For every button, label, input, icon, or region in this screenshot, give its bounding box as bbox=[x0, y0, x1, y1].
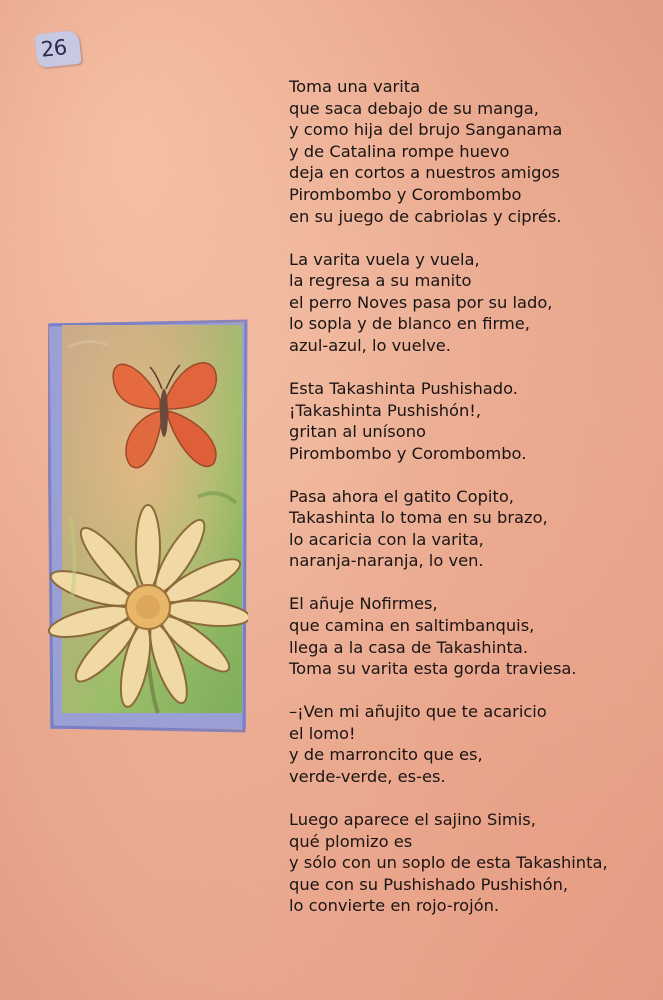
poem-line: que con su Pushishado Pushishón, bbox=[289, 874, 569, 894]
poem-line: Luego aparece el sajino Simis, bbox=[289, 809, 536, 829]
stanza bbox=[289, 701, 649, 787]
poem-line: llega a la casa de Takashinta. bbox=[289, 637, 528, 657]
poem-line: Pirombombo y Corombombo bbox=[289, 184, 522, 204]
stanza bbox=[289, 593, 649, 679]
poem-line: naranja-naranja, lo ven. bbox=[289, 551, 484, 571]
stanza bbox=[289, 76, 649, 227]
poem-line: El añuje Nofirmes, bbox=[289, 594, 438, 614]
poem-line: Esta Takashinta Pushishado. bbox=[289, 378, 518, 398]
poem-line: Pasa ahora el gatito Copito, bbox=[289, 486, 514, 506]
illustration-svg bbox=[48, 317, 248, 734]
stanza bbox=[289, 249, 649, 357]
poem-line: Toma una varita bbox=[289, 77, 421, 96]
poem-line: y sólo con un soplo de esta Takashinta, bbox=[289, 853, 608, 873]
poem-line: La varita vuela y vuela, bbox=[289, 249, 480, 269]
poem-line: que saca debajo de su manga, bbox=[289, 98, 539, 118]
poem-line: qué plomizo es bbox=[289, 831, 413, 851]
stanza bbox=[289, 809, 649, 917]
stanza bbox=[289, 486, 649, 572]
poem-line: lo acaricia con la varita, bbox=[289, 529, 484, 549]
poem-line: Pirombombo y Corombombo. bbox=[289, 443, 527, 463]
poem-line: Toma su varita esta gorda traviesa. bbox=[289, 659, 577, 679]
poem-line: ¡Takashinta Pushishón!, bbox=[289, 400, 482, 420]
poem-line: y de marroncito que es, bbox=[289, 745, 483, 765]
poem-line: –¡Ven mi añujito que te acaricio bbox=[289, 702, 547, 722]
poem bbox=[289, 76, 649, 938]
poem-line: Takashinta lo toma en su brazo, bbox=[289, 508, 548, 528]
poem-line: el perro Noves pasa por su lado, bbox=[289, 292, 553, 312]
poem-line: azul-azul, lo vuelve. bbox=[289, 335, 451, 355]
page-number-tag bbox=[34, 30, 81, 68]
poem-line: la regresa a su manito bbox=[289, 271, 472, 291]
poem-line: deja en cortos a nuestros amigos bbox=[289, 163, 560, 183]
poem-line: el lomo! bbox=[289, 723, 356, 743]
poem-line: verde-verde, es-es. bbox=[289, 766, 446, 786]
poem-line: y de Catalina rompe huevo bbox=[289, 141, 510, 161]
poem-line: que camina en saltimbanquis, bbox=[289, 616, 535, 636]
poem-line: en su juego de cabriolas y ciprés. bbox=[289, 206, 562, 226]
butterfly-flower-illustration bbox=[48, 317, 248, 734]
page-number: 26 bbox=[39, 35, 68, 62]
poem-line: y como hija del brujo Sanganama bbox=[289, 120, 563, 140]
poem-line: lo convierte en rojo-rojón. bbox=[289, 896, 500, 916]
poem-line: lo sopla y de blanco en firme, bbox=[289, 314, 530, 334]
poem-line: gritan al unísono bbox=[289, 422, 426, 442]
stanza bbox=[289, 378, 649, 464]
